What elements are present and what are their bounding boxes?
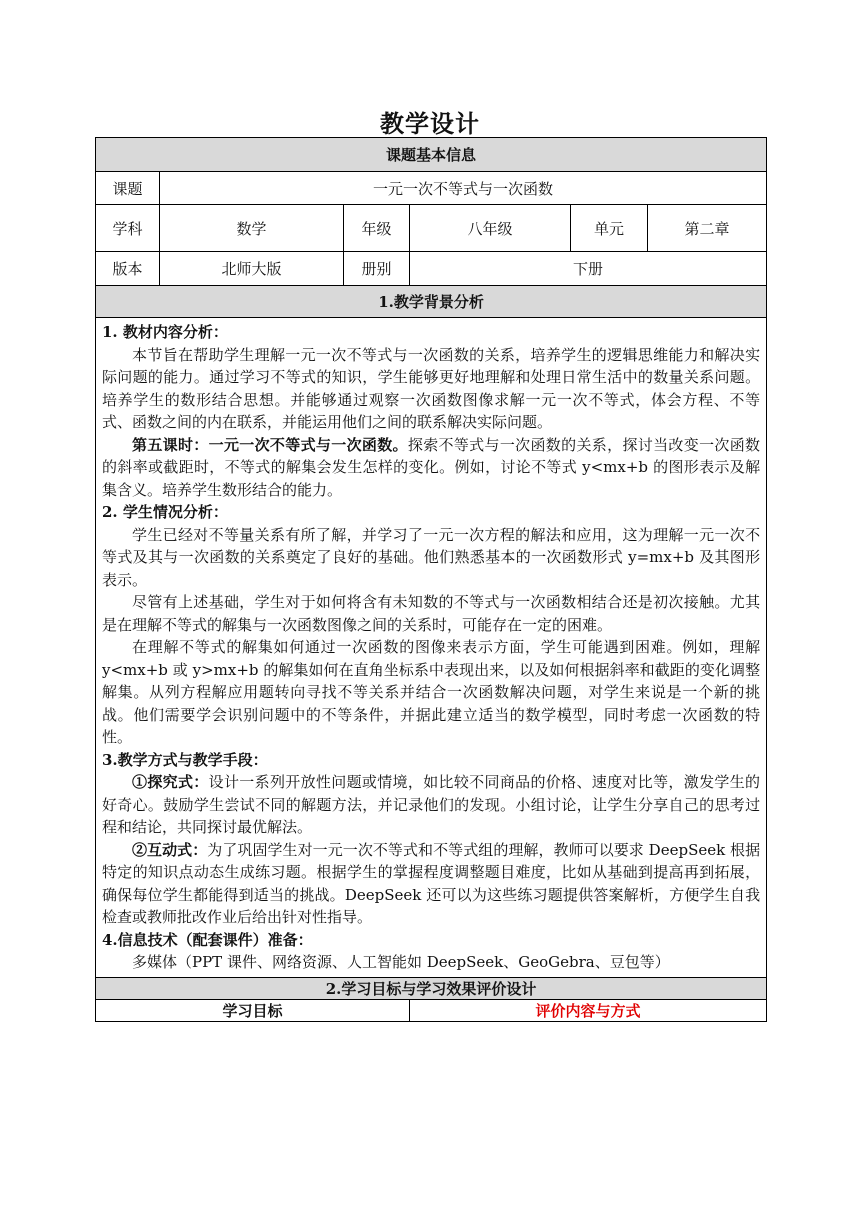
unit-value: 第二章 — [648, 205, 767, 252]
section1-header-row — [96, 286, 767, 318]
inquiry-method-text: 设计一系列开放性问题或情境，如比较不同商品的价格、速度对比等，激发学生的好奇心。鼓励学生尝试不同的解题方法，并记录他们的发现。小组讨论，让学生分享自己的思考过程和结论，共同探讨最优解法。 — [102, 773, 761, 836]
interactive-method-text: 为了巩固学生对一元一次不等式和不等式组的理解，教师可以要求 DeepSeek 根据特定的知识点动态生成练习题。根据学生的掌握程度调整题目难度，比如从基础到提高再到拓展，确保每位学生都能得到适当的挑战。DeepSeek 还可以为这些练习题提供答案解析，方便学生自我检查或教师批改作业后给出针对性指导。 — [102, 840, 761, 926]
paragraph-student-difficulty: 尽管有上述基础，学生对于如何将含有未知数的不等式与一次函数相结合还是初次接触。尤其是在理解不等式的解集与一次函数图像之间的关系时，可能存在一定的困难。 — [102, 593, 761, 634]
paragraph-textbook-analysis: 本节旨在帮助学生理解一元一次不等式与一次函数的关系，培养学生的逻辑思维能力和解决实际问题的能力。通过学习不等式的知识，学生能够更好地理解和处理日常生活中的数量关系问题。培养学生的数形结合思想。并能够通过观察一次函数图像求解一元一次不等式，体会方程、不等式、函数之间的内在联系，并能运用他们之间的联系解决实际问题。 — [102, 345, 761, 431]
heading-student-analysis: 2. 学生情况分析： — [102, 503, 228, 521]
inquiry-method-bold: ①探究式： — [132, 773, 209, 791]
paragraph-it-preparation: 多媒体（PPT 课件、网络资源、人工智能如 DeepSeek、GeoGebra、豆包等） — [132, 953, 670, 971]
volume-value: 下册 — [410, 252, 767, 286]
topic-value: 一元一次不等式与一次函数 — [160, 172, 767, 205]
edition-value: 北师大版 — [160, 252, 344, 286]
grade-label: 年级 — [344, 205, 410, 252]
volume-label: 册别 — [344, 252, 410, 286]
section2-header-row — [96, 977, 767, 999]
section2-columns-row — [96, 999, 767, 1021]
learning-objectives-header: 学习目标 — [96, 999, 410, 1021]
subject-label: 学科 — [96, 205, 160, 252]
document-title: 教学设计 — [380, 109, 480, 138]
edition-row — [96, 252, 767, 286]
topic-row — [96, 172, 767, 205]
section1-body — [96, 318, 767, 978]
heading-teaching-methods: 3.教学方式与教学手段： — [102, 750, 268, 769]
topic-label: 课题 — [96, 172, 160, 205]
subject-row — [96, 205, 767, 252]
section1-header: 1.教学背景分析 — [96, 286, 767, 318]
heading-textbook-analysis: 1. 教材内容分析： — [102, 323, 228, 341]
fifth-lesson-text: 探索不等式与一次函数的关系，探讨当改变一次函数的斜率或截距时，不等式的解集会发生怎样的变化。例如，讨论不等式 y<mx+b 的图形表示及解集含义。培养学生数形结合的能力。 — [102, 435, 761, 499]
grade-value: 八年级 — [410, 205, 571, 252]
paragraph-fifth-lesson — [102, 434, 760, 502]
basic-info-header: 课题基本信息 — [96, 138, 767, 172]
paragraph-student-basis: 学生已经对不等量关系有所了解，并学习了一元一次方程的解法和应用，这为理解一元一次不等式及其与一次函数的关系奠定了良好的基础。他们熟悉基本的一次函数形式 y=mx+b 及其图形表示。 — [102, 525, 761, 589]
paragraph-inquiry-method — [102, 771, 760, 839]
section2-header: 2.学习目标与学习效果评价设计 — [96, 977, 767, 999]
basic-info-header-row — [96, 138, 767, 172]
unit-label: 单元 — [571, 205, 648, 252]
heading-it-preparation: 4.信息技术（配套课件）准备： — [102, 930, 313, 949]
section1-body-row — [96, 318, 767, 978]
edition-label: 版本 — [96, 252, 160, 286]
evaluation-header: 评价内容与方式 — [410, 999, 767, 1021]
fifth-lesson-bold: 第五课时：一元一次不等式与一次函数。 — [132, 435, 408, 454]
lesson-plan-table — [95, 137, 767, 1022]
paragraph-interactive-method — [102, 839, 760, 929]
interactive-method-bold: ②互动式： — [132, 840, 208, 859]
subject-value: 数学 — [160, 205, 344, 252]
paragraph-student-challenge: 在理解不等式的解集如何通过一次函数的图像来表示方面，学生可能遇到困难。例如，理解 y<mx+b 或 y>mx+b 的解集如何在直角坐标系中表现出来，以及如何根据斜率和截距的变化调整解集。从列方程解应用题转向寻找不等关系并结合一次函数解决问题，对学生来说是一个新的挑战。他们需要学会识别问题中的不等条件，并据此建立适当的数学模型，同时考虑一次函数的特性。 — [102, 638, 761, 746]
